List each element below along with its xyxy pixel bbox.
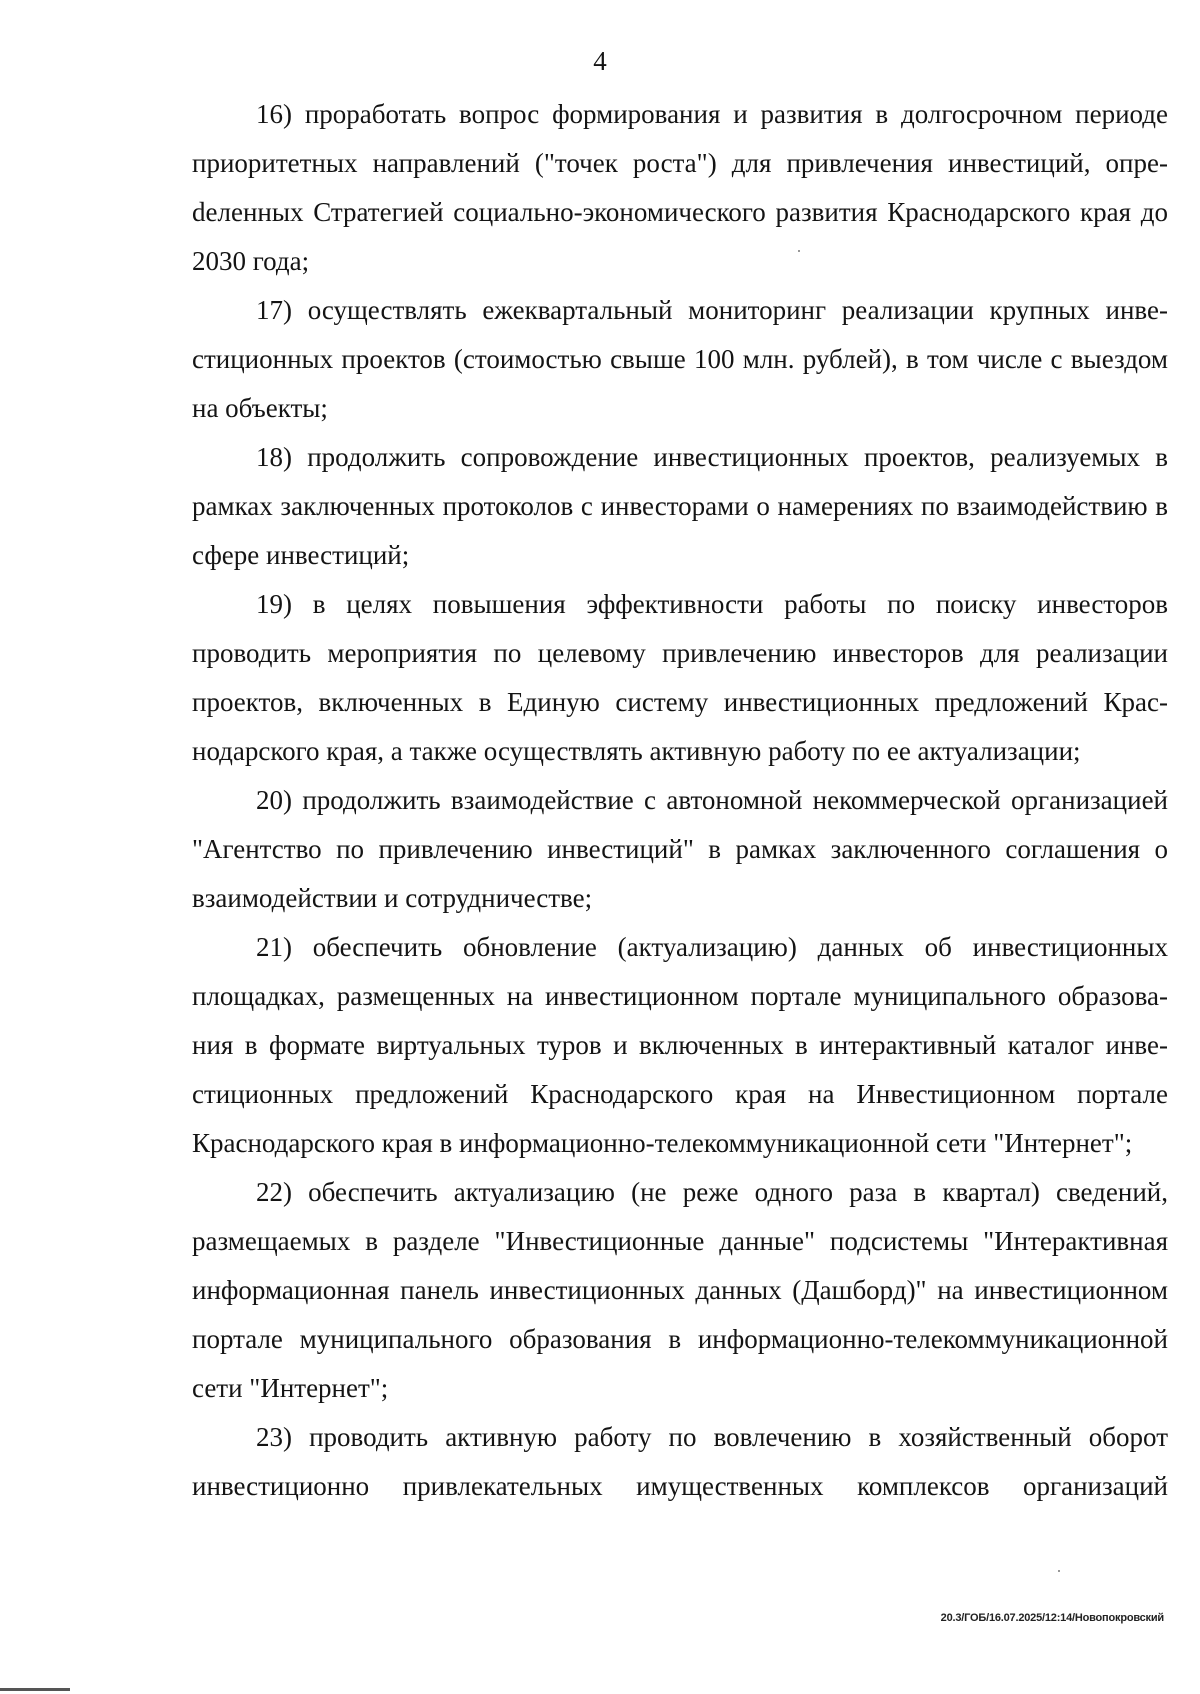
paragraph-item-16: 16) проработать вопрос формирования и развития в долгосрочном периоде приоритетных направлений ("точек роста") для привлечения инвестиций, опреdеленных Стратегией социально-экономического развития Краснодарского края до 2030 года;	[192, 99, 1168, 276]
page-number: 4	[593, 46, 607, 76]
paragraph-item-18: 18) продолжить сопровождение инвестиционных проектов, реализуемых в рамках заключенных протоколов с инвесторами о намерениях по взаимодействию в сфере инвестиций;	[192, 442, 1168, 570]
paragraph-item-19: 19) в целях повышения эффективности работы по поиску инвесторов проводить мероприятия по целевому привлечению инвесторов для реализации проектов, включенных в Единую систему инвестиционных предложений Краснодарского края, а также осуществлять активную работу по ее актуализации;	[192, 589, 1168, 766]
scan-speck	[798, 250, 800, 252]
paragraph-item-17: 17) осуществлять ежеквартальный мониторинг реализации крупных инвестиционных проектов (стоимостью свыше 100 млн. рублей), в том числе с выездом на объекты;	[192, 295, 1168, 423]
registration-stamp: 20.3/ГОБ/16.07.2025/12:14/Новопокровский	[940, 1612, 1164, 1624]
paragraph-item-21: 21) обеспечить обновление (актуализацию) данных об инвестиционных площадках, размещенных на инвестиционном портале муниципального образования в формате виртуальных туров и включенных в интерактивный каталог инвестиционных предложений Краснодарского края на Инвестиционном портале Краснодарского края в информационно-телекоммуникационной сети "Интернет";	[192, 932, 1168, 1158]
scan-speck	[1058, 1570, 1060, 1572]
paragraph-item-22: 22) обеспечить актуализацию (не реже одного раза в квартал) сведений, размещаемых в разделе "Инвестиционные данные" подсистемы "Интерактивная информационная панель инвестиционных данных (Дашборд)" на инвестиционном портале муниципального образования в информационно-телекоммуникационной сети "Интернет";	[192, 1177, 1168, 1403]
scan-edge-mark	[0, 1688, 70, 1691]
paragraph-item-23: 23) проводить активную работу по вовлечению в хозяйственный оборот инвестиционно привлекательных имущественных комплексов организаций	[192, 1422, 1168, 1501]
document-body	[192, 90, 1168, 1511]
paragraph-item-20: 20) продолжить взаимодействие с автономной некоммерческой организацией "Агентство по привлечению инвестиций" в рамках заключенного соглашения о взаимодействии и сотрудничестве;	[192, 785, 1168, 913]
